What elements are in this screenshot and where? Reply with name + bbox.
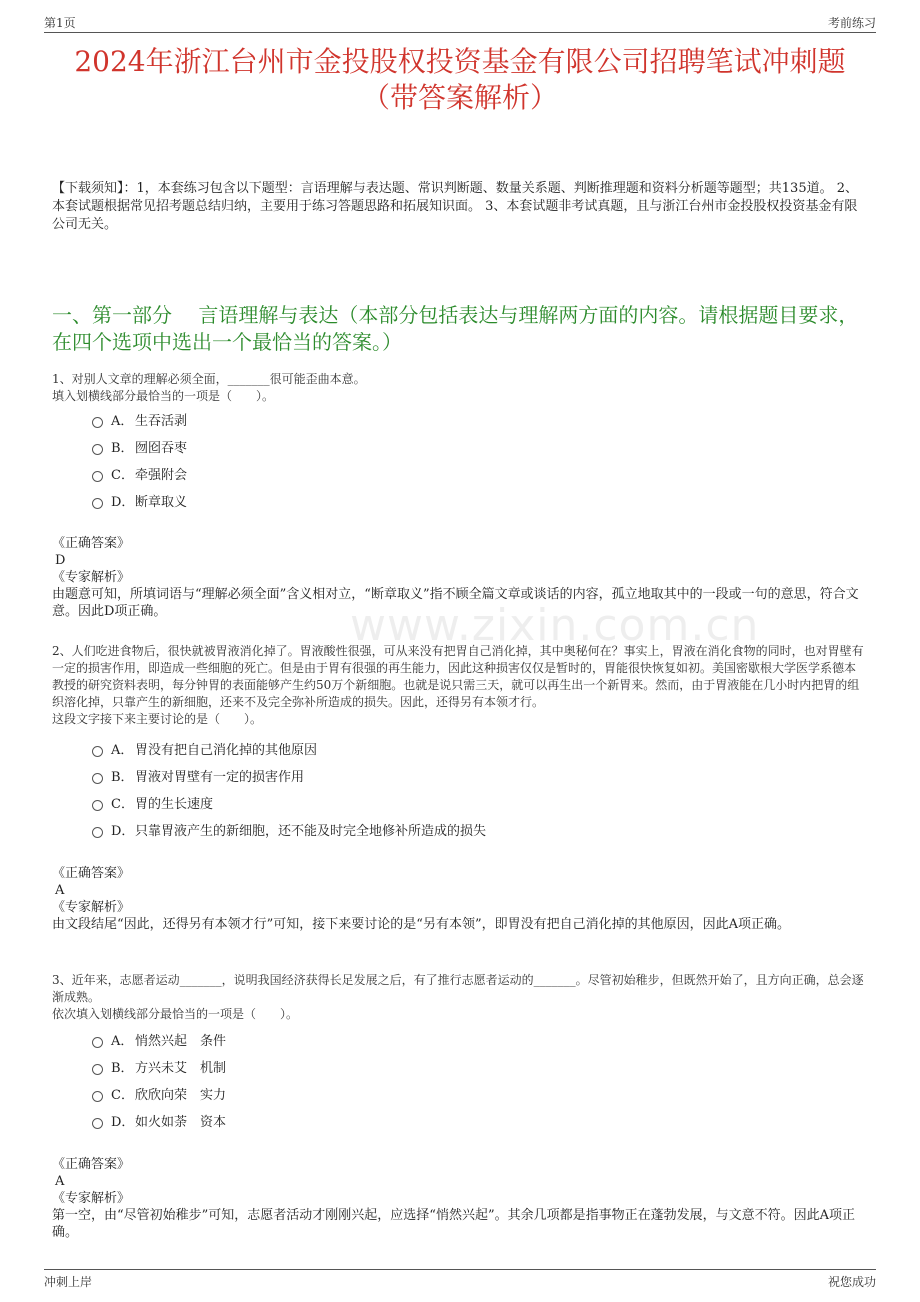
option-a[interactable]: A． 胃没有把自己消化掉的其他原因 (92, 737, 486, 764)
footer-left: 冲刺上岸 (44, 1275, 93, 1289)
footer-divider (44, 1269, 876, 1270)
question-3-options (92, 1028, 226, 1136)
radio-icon[interactable] (92, 800, 103, 811)
question-text: 1、对别人文章的理解必须全面，_______很可能歪曲本意。 (52, 372, 366, 386)
header-divider (44, 32, 876, 33)
analysis-label: 《专家解析》 (52, 570, 131, 585)
question-prompt: 依次填入划横线部分最恰当的一项是（ ）。 (52, 1007, 299, 1021)
footer-right: 祝您成功 (827, 1275, 876, 1289)
answer-key: A (55, 883, 65, 898)
question-text: 3、近年来，志愿者运动_______，说明我国经济获得长足发展之后，有了推行志愿者运动的_______。尽管初始稚步，但既然开始了，且方向正确，总会逐渐成熟。 (52, 973, 864, 1004)
download-notice: 【下载须知】：1，本套练习包含以下题型：言语理解与表达题、常识判断题、数量关系题、判断推理题和资料分析题等题型；共135道。 2、本套试题根据常见招考题总结归纳，主要用于练习答题思路和拓展知识面。 3、本套试题非考试真题，且与浙江台州市金投股权投资基金有限公司无关。 (52, 181, 858, 232)
option-c[interactable]: C．胃的生长速度 (92, 791, 486, 818)
question-1-options (92, 408, 187, 516)
analysis-text: 第一空，由“尽管初始稚步”可知，志愿者活动才刚刚兴起，应选择“悄然兴起”。其余几项都是指事物正在蓬勃发展，与文意不符。因此A项正确。 (52, 1208, 855, 1240)
radio-icon[interactable] (92, 1118, 103, 1129)
question-prompt: 填入划横线部分最恰当的一项是（ ）。 (52, 389, 275, 403)
analysis-text: 由文段结尾“因此，还得另有本领才行”可知，接下来要讨论的是“另有本领”，即胃没有把自己消化掉的其他原因，因此A项正确。 (52, 917, 790, 932)
option-d[interactable]: D．断章取义 (92, 489, 187, 516)
analysis-text: 由题意可知，所填词语与“理解必须全面”含义相对立，“断章取义”指不顾全篇文章或谈话的内容，孤立地取其中的一段或一句的意思，符合文意。因此D项正确。 (52, 587, 859, 619)
analysis-label: 《专家解析》 (52, 900, 131, 915)
option-d[interactable]: D．只靠胃液产生的新细胞，还不能及时完全地修补所造成的损失 (92, 818, 486, 845)
analysis-label: 《专家解析》 (52, 1191, 131, 1206)
page-header (44, 14, 876, 32)
radio-icon[interactable] (92, 444, 103, 455)
radio-icon[interactable] (92, 1037, 103, 1048)
question-2-options (92, 737, 486, 845)
question-1-answer (52, 535, 866, 620)
title-line-1: 2024年浙江台州市金投股权投资基金有限公司招聘笔试冲刺题 (74, 45, 846, 78)
option-b[interactable]: B．囫囵吞枣 (92, 435, 187, 462)
option-c[interactable]: C．欣欣向荣 实力 (92, 1082, 226, 1109)
answer-key: A (55, 1174, 65, 1189)
option-b[interactable]: B．胃液对胃壁有一定的损害作用 (92, 764, 486, 791)
radio-icon[interactable] (92, 1064, 103, 1075)
question-text: 2、人们吃进食物后，很快就被胃液消化掉了。胃液酸性很强，可从来没有把胃自己消化掉，其中奥秘何在？事实上，胃液在消化食物的同时，也对胃壁有一定的损害作用，即造成一些细胞的死亡。但是由于胃有很强的再生能力，因此这种损害仅仅是暂时的，胃能很快恢复如初。美国密歇根大学医学系德本教授的研究资料表明，每分钟胃的表面能够产生约50万个新细胞。也就是说只需三天，就可以再生出一个新胃来。然而，由于胃液能在几小时内把胃的组织溶化掉，只靠产生的新细胞，还来不及完全弥补所造成的损失。因此，还得另有本领才行。 (52, 644, 864, 709)
watermark: www.zixin.com.cn (350, 600, 760, 651)
option-a[interactable]: A． 悄然兴起 条件 (92, 1028, 226, 1055)
answer-key: D (55, 553, 66, 568)
radio-icon[interactable] (92, 471, 103, 482)
radio-icon[interactable] (92, 417, 103, 428)
radio-icon[interactable] (92, 746, 103, 757)
question-1-stem (52, 371, 866, 405)
answer-label: 《正确答案》 (52, 866, 131, 881)
radio-icon[interactable] (92, 827, 103, 838)
question-3-stem (52, 972, 866, 1023)
question-prompt: 这段文字接下来主要讨论的是（ ）。 (52, 712, 263, 726)
radio-icon[interactable] (92, 773, 103, 784)
header-label: 考前练习 (827, 16, 876, 30)
question-2-stem (52, 643, 866, 728)
radio-icon[interactable] (92, 498, 103, 509)
section-title: 一、第一部分 言语理解与表达（本部分包括表达与理解两方面的内容。请根据题目要求，在四个选项中选出一个最恰当的答案。） (52, 303, 859, 354)
title-line-2: （带答案解析） (361, 81, 558, 114)
answer-label: 《正确答案》 (52, 536, 131, 551)
option-c[interactable]: C．牵强附会 (92, 462, 187, 489)
option-a[interactable]: A． 生吞活剥 (92, 408, 187, 435)
page-number: 第1页 (44, 16, 76, 30)
question-2-answer (52, 865, 866, 933)
option-d[interactable]: D．如火如荼 资本 (92, 1109, 226, 1136)
question-3-answer (52, 1156, 866, 1241)
radio-icon[interactable] (92, 1091, 103, 1102)
option-b[interactable]: B．方兴未艾 机制 (92, 1055, 226, 1082)
document-title (40, 44, 880, 116)
answer-label: 《正确答案》 (52, 1157, 131, 1172)
